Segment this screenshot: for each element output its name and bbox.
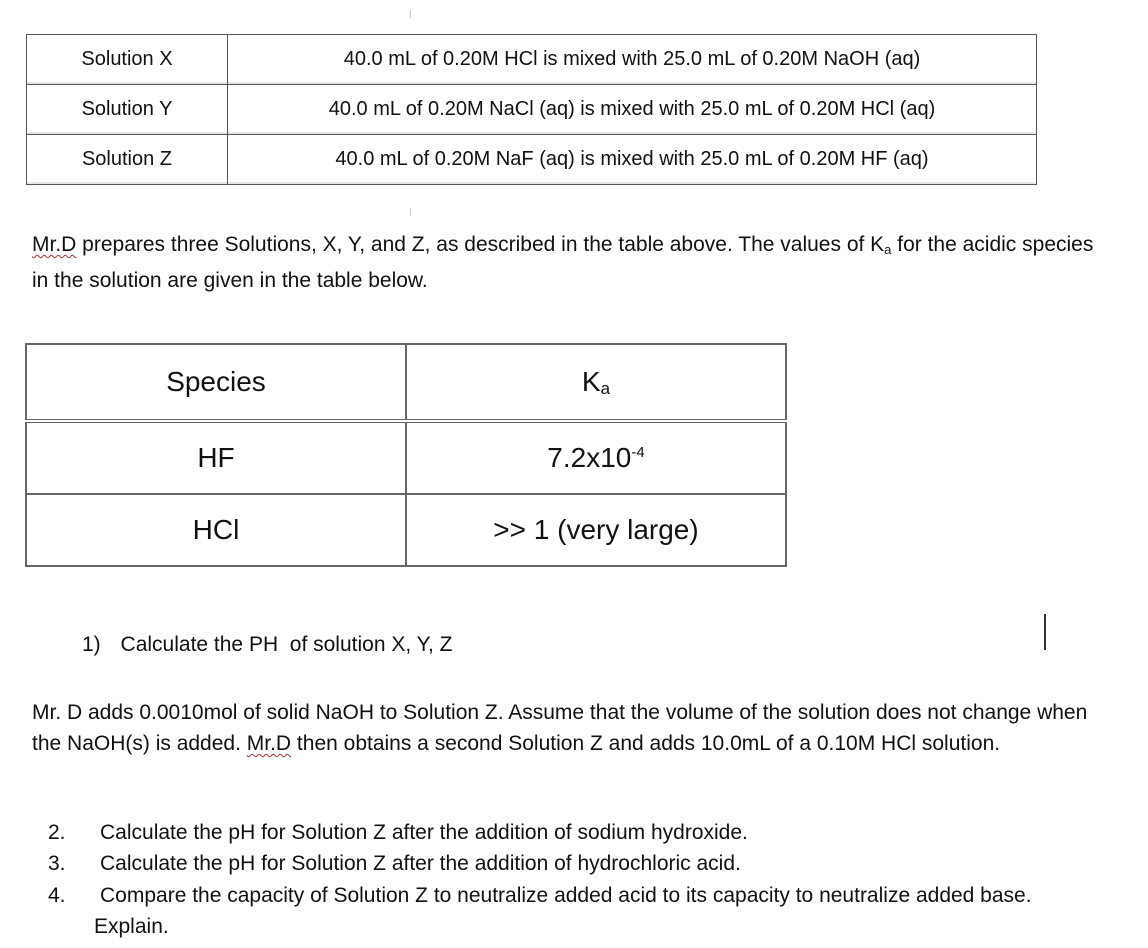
ka-table	[25, 343, 787, 567]
text-cursor	[1044, 614, 1046, 650]
question-number: 2.	[48, 821, 66, 844]
species-cell: HCl	[26, 494, 406, 566]
ka-base: 7.2x10	[547, 442, 632, 473]
solution-name: Solution Y	[27, 85, 228, 135]
question-4	[48, 880, 1098, 942]
solution-name: Solution Z	[27, 135, 228, 185]
solution-description: 40.0 mL of 0.20M HCl is mixed with 25.0 mL of 0.20M NaOH (aq)	[228, 35, 1037, 85]
ka-cell	[406, 421, 786, 494]
table-row	[27, 85, 1037, 135]
header-ka	[406, 344, 786, 421]
table-header-row	[26, 344, 786, 421]
question-number: 3.	[48, 852, 66, 875]
solution-name: Solution X	[27, 35, 228, 85]
solution-description: 40.0 mL of 0.20M NaF (aq) is mixed with 25.0 mL of 0.20M HF (aq)	[228, 135, 1037, 185]
mid-tick-mark	[410, 208, 411, 216]
header-k: K	[581, 365, 601, 397]
intro-text-b: for the acidic species in the solution are given in the table below.	[32, 233, 1094, 292]
question-3	[48, 848, 1098, 879]
intro-text-a: prepares three Solutions, X, Y, and Z, as described in the table above. The values of K	[76, 233, 885, 256]
question-number: 4.	[48, 884, 66, 907]
question-2	[48, 817, 1098, 848]
name-mr-d: Mr.D	[246, 732, 292, 755]
ka-cell: >> 1 (very large)	[406, 494, 786, 566]
solution-description: 40.0 mL of 0.20M NaCl (aq) is mixed with 25.0 mL of 0.20M HCl (aq)	[228, 85, 1037, 135]
ka-subscript: a	[884, 242, 892, 257]
table-row	[27, 35, 1037, 85]
question-text: Compare the capacity of Solution Z to neutralize added acid to its capacity to neutralize added base. Explain.	[94, 884, 1032, 938]
question-text: Calculate the PH of solution X, Y, Z	[120, 633, 453, 656]
table-row	[27, 135, 1037, 185]
paragraph-text-b: then obtains a second Solution Z and adds 10.0mL of a 0.10M HCl solution.	[291, 732, 1001, 755]
ka-exponent: -4	[631, 444, 645, 461]
header-species: Species	[26, 344, 406, 421]
table-row	[26, 494, 786, 566]
header-k-sub: a	[600, 378, 611, 398]
paragraph-text-a: Mr. D adds 0.0010mol of solid NaOH to Solution Z. Assume that the volume of the solution does not change when the NaOH(s) is added.	[32, 701, 1088, 755]
solutions-table	[26, 34, 1037, 185]
paragraph-2	[32, 697, 1112, 759]
question-text: Calculate the pH for Solution Z after the addition of hydrochloric acid.	[100, 852, 741, 875]
name-mr-d: Mr.D	[32, 233, 77, 256]
species-cell: HF	[26, 421, 406, 494]
question-text: Calculate the pH for Solution Z after the addition of sodium hydroxide.	[100, 821, 748, 844]
intro-paragraph	[32, 229, 1112, 296]
question-number: 1)	[82, 633, 101, 656]
table-row	[26, 421, 786, 494]
question-1	[82, 629, 682, 660]
top-tick-mark	[410, 10, 411, 18]
